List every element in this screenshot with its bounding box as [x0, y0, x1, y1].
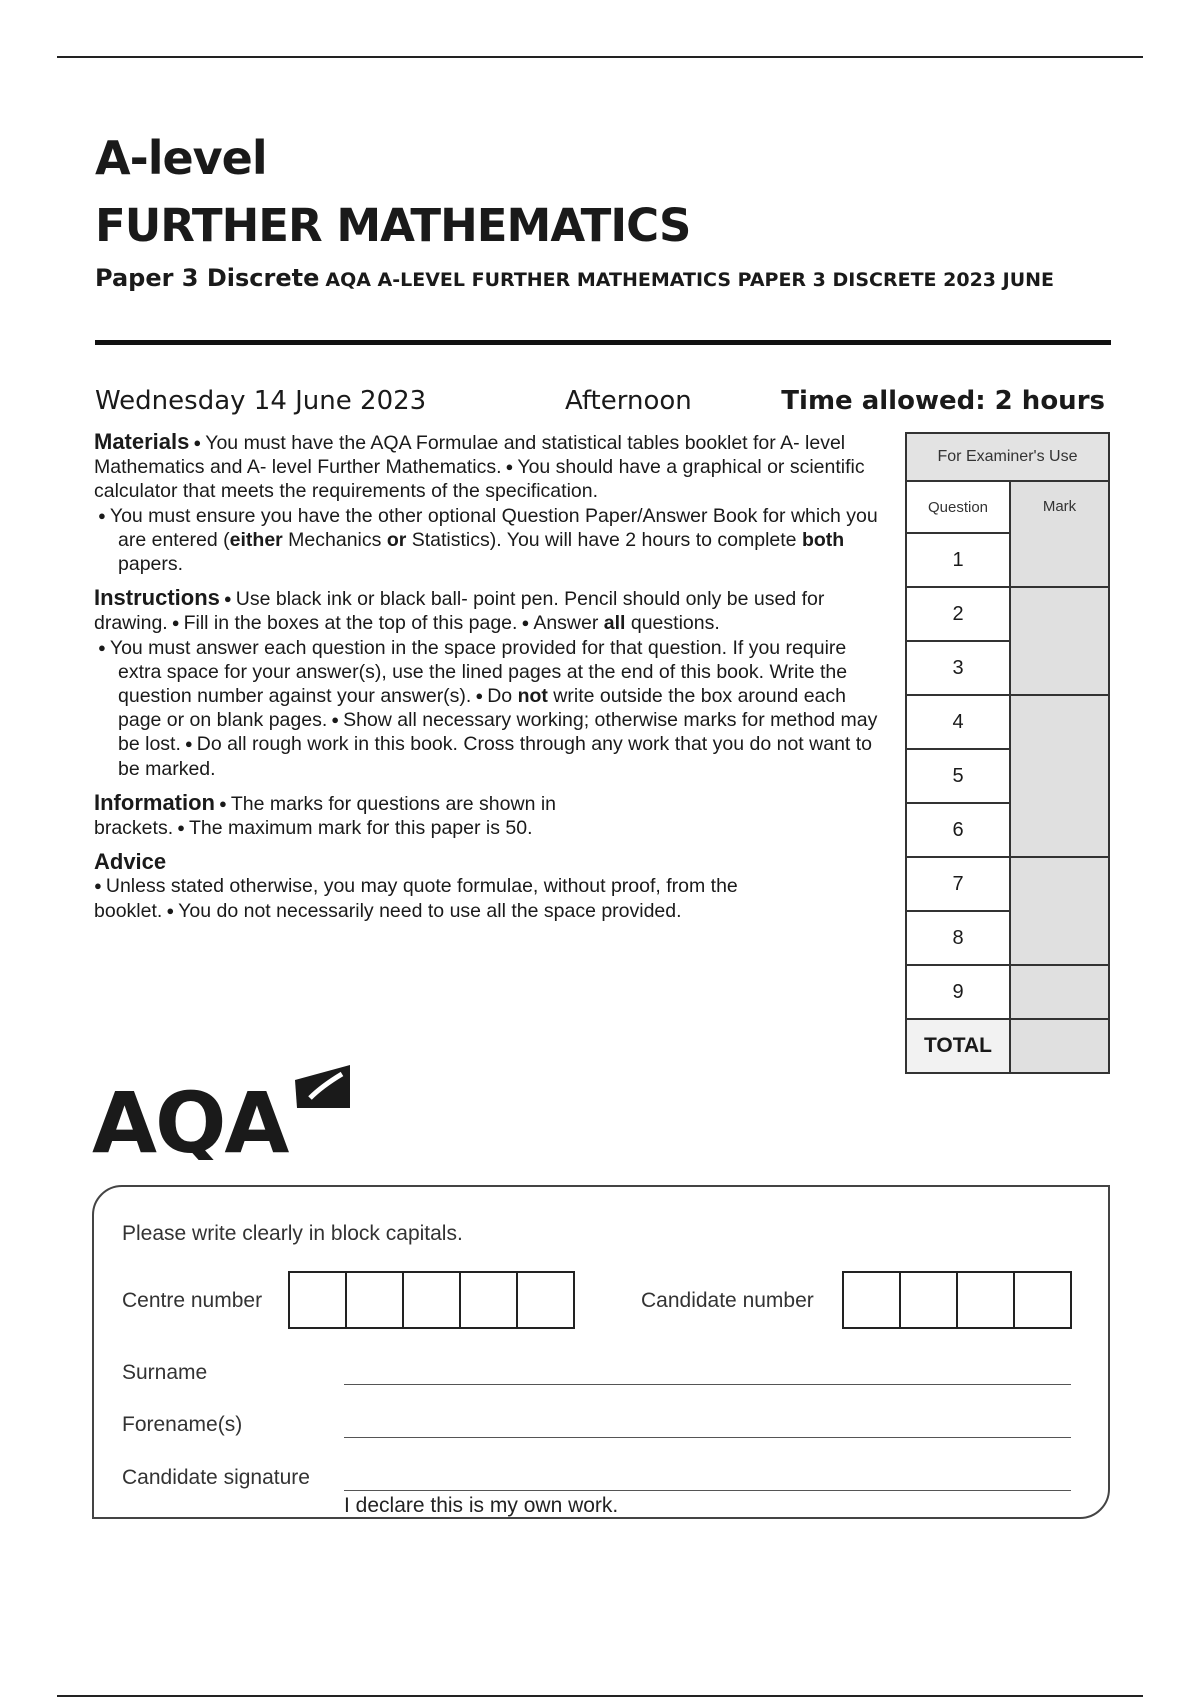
- bullet-icon: ●: [166, 902, 175, 918]
- exam-session: Afternoon: [565, 386, 692, 416]
- paper-line: [95, 264, 1054, 292]
- forename-field[interactable]: [344, 1437, 1071, 1438]
- materials-heading: Materials: [94, 429, 190, 454]
- candidate-details-box: [92, 1185, 1110, 1519]
- bullet-icon: ●: [98, 507, 106, 523]
- examiners-use-table: [905, 432, 1110, 1074]
- question-number: 5: [906, 749, 1010, 803]
- mark-column-header: Mark: [1010, 481, 1109, 587]
- advice-heading: Advice: [94, 849, 167, 875]
- question-number: 8: [906, 911, 1010, 965]
- total-mark-cell[interactable]: [1010, 1019, 1109, 1073]
- bullet-icon: ●: [171, 615, 180, 631]
- surname-field[interactable]: [344, 1384, 1071, 1385]
- mark-cell[interactable]: [1010, 695, 1109, 857]
- bullet-icon: ●: [94, 878, 102, 894]
- leaf-icon: [295, 1065, 350, 1108]
- bullet-icon: ●: [223, 591, 232, 607]
- time-allowed: Time allowed: 2 hours: [781, 386, 1105, 416]
- bullet-icon: ●: [521, 615, 530, 631]
- bullet-icon: ●: [193, 435, 202, 450]
- instructions-section: Instructions ● Use black ink or black ball- point pen. Pencil should only be used for drawing. ● Fill in the boxes at the top of this page. ● Answer all questions. ● You must answer each question in the space provided for that question. If you require extra space for your answer(s), use the lined pages at the end of this book. Write the question number against your answer(s). ● Do not write outside the box around each page or on blank pages. ● Show all necessary working; otherwise marks for method may be lost. ● Do all rough work in this book. Cross through any work that you do not want to be marked.: [94, 586, 894, 781]
- centre-number-digit-box[interactable]: [345, 1271, 404, 1329]
- information-heading: Information: [94, 789, 215, 815]
- bullet-icon: ●: [98, 639, 106, 655]
- exam-date: Wednesday 14 June 2023: [95, 386, 427, 416]
- advice-section: Advice ● Unless stated otherwise, you may quote formulae, without proof, from the booklet. ● You do not necessarily need to use all the space provided.: [94, 850, 854, 923]
- title-block: [95, 130, 1054, 292]
- qualification-level: A-level: [95, 131, 267, 185]
- declaration-text: I declare this is my own work.: [344, 1494, 619, 1517]
- candidate-number-boxes: [844, 1271, 1072, 1329]
- forename-label: Forename(s): [122, 1413, 243, 1436]
- instructions-heading: Instructions: [94, 585, 220, 611]
- candidate-number-label: Candidate number: [641, 1289, 814, 1312]
- mark-cell[interactable]: [1010, 587, 1109, 695]
- candidate-number-digit-box[interactable]: [956, 1271, 1015, 1329]
- candidate-number-digit-box[interactable]: [899, 1271, 958, 1329]
- materials-bullet-2: You should have a graphical or scientific calculator that meets the requirements of the specification.: [94, 456, 865, 503]
- question-number: 9: [906, 965, 1010, 1019]
- materials-section: [94, 430, 894, 576]
- subject-title: FURTHER MATHEMATICS: [95, 199, 691, 252]
- aqa-logo-text: AQA: [92, 1074, 288, 1160]
- surname-label: Surname: [122, 1361, 208, 1384]
- centre-number-digit-box[interactable]: [516, 1271, 575, 1329]
- question-number: 6: [906, 803, 1010, 857]
- candidate-signature-field[interactable]: [344, 1490, 1071, 1491]
- mark-cell[interactable]: [1010, 857, 1109, 965]
- materials-bullet-3: ● You must ensure you have the other optional Question Paper/Answer Book for which you are entered (either Mechanics or Statistics). You will have 2 hours to complete both papers.: [98, 504, 878, 576]
- materials-bullet-1: You must have the AQA Formulae and statistical tables booklet for A- level Mathematics and A- level Further Mathematics.: [94, 432, 846, 479]
- bottom-rule: [57, 1695, 1143, 1697]
- bullet-icon: ●: [184, 736, 193, 752]
- question-column-header: Question: [906, 481, 1010, 533]
- bullet-icon: ●: [177, 820, 185, 836]
- candidate-signature-label: Candidate signature: [122, 1466, 310, 1489]
- information-section: Information ● The marks for questions are shown in brackets. ● The maximum mark for this paper is 50.: [94, 789, 557, 840]
- centre-number-label: Centre number: [122, 1289, 263, 1312]
- top-rule: [57, 56, 1143, 58]
- bullet-icon: ●: [219, 795, 227, 811]
- total-label: TOTAL: [906, 1019, 1010, 1073]
- paper-title: Paper 3 Discrete: [95, 264, 320, 292]
- centre-number-digit-box[interactable]: [459, 1271, 518, 1329]
- question-number: 1: [906, 533, 1010, 587]
- question-number: 7: [906, 857, 1010, 911]
- question-number: 2: [906, 587, 1010, 641]
- instructions-bullet-4: ● You must answer each question in the space provided for that question. If you require extra space for your answer(s), use the lined pages at the end of this book. Write the question number against your answer(s). ● Do not write outside the box around each page or on blank pages. ● Show all necessary working; otherwise marks for method may be lost. ● Do all rough work in this book. Cross through any work that you do not want to be marked.: [98, 636, 878, 780]
- candidate-number-digit-box[interactable]: [842, 1271, 901, 1329]
- candidate-number-digit-box[interactable]: [1013, 1271, 1072, 1329]
- centre-number-digit-box[interactable]: [402, 1271, 461, 1329]
- bullet-icon: ●: [505, 459, 514, 475]
- centre-number-boxes: [290, 1271, 575, 1329]
- examiners-use-title: For Examiner's Use: [906, 433, 1109, 481]
- block-capitals-instruction: Please write clearly in block capitals.: [122, 1222, 463, 1245]
- question-number: 3: [906, 641, 1010, 695]
- instructions-column: [94, 430, 894, 933]
- paper-caption: AQA A-LEVEL FURTHER MATHEMATICS PAPER 3 DISCRETE 2023 JUNE: [325, 269, 1055, 291]
- title-divider: [95, 340, 1111, 345]
- bullet-icon: ●: [331, 712, 340, 728]
- aqa-logo: [92, 1060, 362, 1165]
- question-number: 4: [906, 695, 1010, 749]
- bullet-icon: ●: [475, 688, 484, 704]
- centre-number-digit-box[interactable]: [288, 1271, 347, 1329]
- mark-cell[interactable]: [1010, 965, 1109, 1019]
